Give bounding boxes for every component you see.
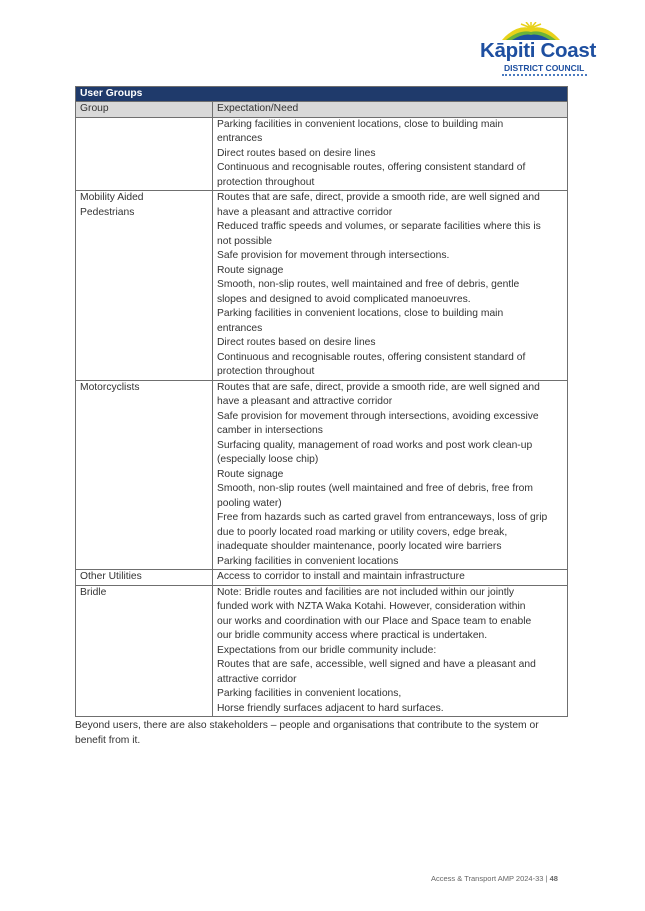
group-cell	[76, 117, 213, 191]
need-line: our bridle community access where practical is undertaken.	[217, 630, 488, 641]
need-line: Horse friendly surfaces adjacent to hard surfaces.	[217, 702, 444, 714]
logo-tagline-decoration	[502, 74, 587, 79]
table-title: User Groups	[76, 87, 568, 102]
need-cell	[213, 191, 568, 381]
need-line: funded work with NZTA Waka Kotahi. However, consideration within	[217, 601, 526, 612]
page-footer	[431, 874, 558, 883]
need-line: due to poorly located road marking or utility covers, edge break,	[217, 526, 508, 538]
need-line: camber in intersections	[217, 425, 323, 436]
need-line: Smooth, non-slip routes (well maintained and free of debris, free from	[217, 483, 533, 494]
need-line: attractive corridor	[217, 673, 297, 685]
need-line: protection throughout	[217, 176, 315, 188]
need-line: Safe provision for movement through intersections.	[217, 250, 450, 261]
need-line: entrances	[217, 133, 263, 144]
need-line: inadequate shoulder maintenance, poorly located wire barriers	[217, 541, 502, 552]
column-header-group: Group	[76, 102, 213, 118]
table-body	[76, 117, 568, 717]
need-line: Access to corridor to install and maintain infrastructure	[217, 571, 465, 582]
need-cell	[213, 117, 568, 191]
table-row	[76, 570, 568, 586]
table-row	[76, 117, 568, 191]
need-line: entrances	[217, 322, 263, 334]
need-line: our works and coordination with our Place and Space team to enable	[217, 615, 532, 627]
need-cell	[213, 570, 568, 586]
logo-brand-text: Kāpiti Coast	[480, 39, 596, 62]
need-line: Smooth, non-slip routes, well maintained and free of debris, gentle	[217, 279, 520, 290]
group-cell	[76, 191, 213, 381]
body-paragraph: Beyond users, there are also stakeholders – people and organisations that contribute to the system or benefit from it.	[75, 720, 539, 746]
footer-page-number: 48	[549, 874, 558, 883]
table-row	[76, 191, 568, 381]
group-cell	[76, 570, 213, 586]
need-line: Safe provision for movement through intersections, avoiding excessive	[217, 410, 539, 422]
group-name-line: Bridle	[80, 586, 107, 598]
need-line: have a pleasant and attractive corridor	[217, 396, 393, 407]
need-line: Route signage	[217, 468, 284, 480]
need-line: pooling water)	[217, 497, 282, 509]
need-line: Note: Bridle routes and facilities are not included within our jointly	[217, 586, 515, 598]
group-name-line: Mobility Aided	[80, 192, 144, 203]
group-name-line: Motorcyclists	[80, 381, 140, 393]
need-line: slopes and designed to avoid complicated manoeuvres.	[217, 293, 471, 305]
table-row	[76, 585, 568, 717]
need-line: Routes that are safe, direct, provide a smooth ride, are well signed and	[217, 381, 540, 393]
need-line: Routes that are safe, direct, provide a smooth ride, are well signed and	[217, 192, 540, 203]
need-line: Direct routes based on desire lines	[217, 337, 376, 348]
group-name-line: Pedestrians	[80, 206, 135, 218]
need-line: Surfacing quality, management of road works and post work clean-up	[217, 439, 533, 451]
logo-subtitle: DISTRICT COUNCIL	[504, 63, 585, 73]
need-line: have a pleasant and attractive corridor	[217, 206, 393, 218]
need-line: Continuous and recognisable routes, offering consistent standard of	[217, 162, 526, 173]
need-line: not possible	[217, 235, 272, 247]
need-line: Route signage	[217, 264, 284, 276]
table-header-row	[76, 102, 568, 118]
need-line: Parking facilities in convenient locations,	[217, 688, 402, 699]
need-cell	[213, 380, 568, 570]
need-line: protection throughout	[217, 366, 315, 377]
need-line: Parking facilities in convenient locations, close to building main	[217, 308, 504, 319]
need-line: Reduced traffic speeds and volumes, or separate facilities where this is	[217, 221, 541, 232]
need-line: Routes that are safe, accessible, well signed and have a pleasant and	[217, 659, 536, 670]
group-cell	[76, 585, 213, 717]
need-line: Parking facilities in convenient locations	[217, 555, 399, 567]
need-line: (especially loose chip)	[217, 454, 319, 465]
need-line: Expectations from our bridle community include:	[217, 644, 437, 656]
table-row	[76, 380, 568, 570]
council-logo	[472, 22, 596, 80]
group-cell	[76, 380, 213, 570]
column-header-need: Expectation/Need	[213, 102, 568, 118]
need-line: Direct routes based on desire lines	[217, 147, 376, 159]
footer-doc-title: Access & Transport AMP 2024-33	[431, 874, 544, 883]
user-groups-table	[75, 86, 568, 717]
need-cell	[213, 585, 568, 717]
table-title-row	[76, 87, 568, 102]
need-line: Continuous and recognisable routes, offering consistent standard of	[217, 351, 526, 363]
need-line: Free from hazards such as carted gravel from entranceways, loss of grip	[217, 512, 548, 523]
need-line: Parking facilities in convenient locations, close to building main	[217, 118, 504, 130]
group-name-line: Other Utilities	[80, 571, 142, 582]
footer-separator: |	[545, 874, 548, 883]
